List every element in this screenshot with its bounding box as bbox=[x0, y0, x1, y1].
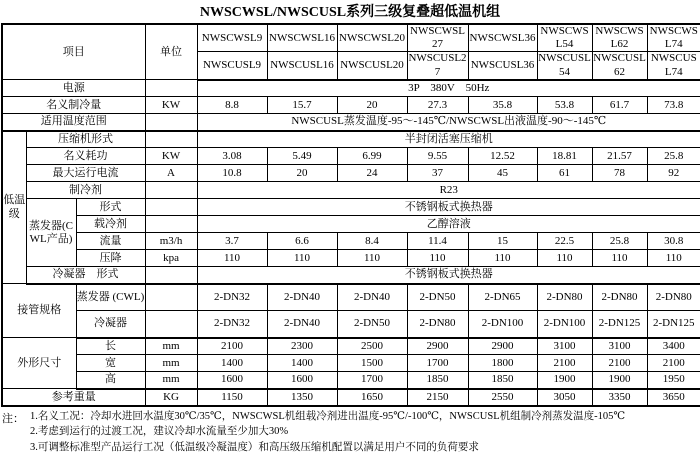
unit-cell: m3/h bbox=[145, 233, 197, 250]
table-cell: 110 bbox=[267, 250, 337, 267]
table-cell: 1800 bbox=[468, 355, 537, 372]
model-header: NWSCWSL54 bbox=[537, 24, 592, 52]
model-header: NWSCUSL27 bbox=[407, 52, 468, 80]
unit-cell bbox=[145, 284, 197, 311]
model-header: NWSCWSL74 bbox=[647, 24, 700, 52]
table-cell: 10.8 bbox=[197, 165, 267, 182]
table-cell: 30.8 bbox=[647, 233, 700, 250]
model-header: NWSCWSL36 bbox=[468, 24, 537, 52]
table-cell: 1400 bbox=[197, 355, 267, 372]
header-row-1 bbox=[2, 24, 700, 52]
unit-cell bbox=[145, 216, 197, 233]
table-cell: 92 bbox=[647, 165, 700, 182]
unit-cell bbox=[145, 267, 197, 284]
table-cell: 3100 bbox=[592, 338, 647, 355]
notes-section bbox=[2, 410, 700, 456]
table-cell: 12.52 bbox=[468, 148, 537, 165]
table-cell: 8.4 bbox=[337, 233, 407, 250]
row-refrigerant bbox=[2, 182, 700, 199]
table-cell: 110 bbox=[337, 250, 407, 267]
table-cell: 2-DN40 bbox=[267, 311, 337, 338]
table-cell: 2100 bbox=[592, 355, 647, 372]
row-label: 流量 bbox=[76, 233, 145, 250]
model-header: NWSCUSL20 bbox=[337, 52, 407, 80]
table-cell: 3.08 bbox=[197, 148, 267, 165]
table-cell: NWSCUSL蒸发温度-95～-145℃/NWSCWSL出液温度-90～-145℃ bbox=[197, 114, 700, 131]
row-label: 参考重量 bbox=[2, 389, 145, 406]
table-cell: 25.8 bbox=[592, 233, 647, 250]
table-cell: 3400 bbox=[647, 338, 700, 355]
note-item: 1.名义工况：冷却水进回水温度30℃/35℃，NWSCWSL机组载冷剂进出温度-95℃/-100℃，NWSCUSL机组制冷剂蒸发温度-105℃ bbox=[30, 410, 626, 422]
row-label: 适用温度范围 bbox=[2, 114, 145, 131]
table-cell: 2-DN125 bbox=[592, 311, 647, 338]
table-cell: 78 bbox=[592, 165, 647, 182]
unit-cell: mm bbox=[145, 355, 197, 372]
row-label: 压降 bbox=[76, 250, 145, 267]
row-label: 名义制冷量 bbox=[2, 97, 145, 114]
row-label: 蒸发器 (CWL) bbox=[76, 284, 145, 311]
row-pipe-evaporator bbox=[2, 284, 700, 311]
unit-cell bbox=[145, 131, 197, 148]
row-pipe-condenser bbox=[2, 311, 700, 338]
table-cell: 3350 bbox=[592, 389, 647, 406]
table-cell: 1600 bbox=[197, 372, 267, 389]
row-label: 冷凝器 形式 bbox=[26, 267, 145, 284]
group-pipe-spec: 接管规格 bbox=[2, 284, 76, 338]
table-cell: 半封闭活塞压缩机 bbox=[197, 131, 700, 148]
model-header: NWSCWSL27 bbox=[407, 24, 468, 52]
row-length bbox=[2, 338, 700, 355]
spec-table bbox=[1, 23, 700, 407]
table-cell: 2900 bbox=[407, 338, 468, 355]
table-cell: 9.55 bbox=[407, 148, 468, 165]
table-cell: R23 bbox=[197, 182, 700, 199]
table-cell: 6.99 bbox=[337, 148, 407, 165]
row-compressor-type bbox=[2, 131, 700, 148]
table-cell: 1700 bbox=[407, 355, 468, 372]
table-cell: 24 bbox=[337, 165, 407, 182]
unit-cell: mm bbox=[145, 338, 197, 355]
table-cell: 不锈钢板式换热器 bbox=[197, 199, 700, 216]
model-header: NWSCUSL16 bbox=[267, 52, 337, 80]
row-capacity bbox=[2, 97, 700, 114]
row-coolant bbox=[2, 216, 700, 233]
table-cell: 乙醇溶液 bbox=[197, 216, 700, 233]
table-cell: 45 bbox=[468, 165, 537, 182]
table-cell: 1350 bbox=[267, 389, 337, 406]
table-cell: 110 bbox=[537, 250, 592, 267]
table-cell: 1600 bbox=[267, 372, 337, 389]
table-cell: 15.7 bbox=[267, 97, 337, 114]
table-cell: 1400 bbox=[267, 355, 337, 372]
model-header: NWSCWSL62 bbox=[592, 24, 647, 52]
table-cell: 110 bbox=[592, 250, 647, 267]
row-label: 宽 bbox=[76, 355, 145, 372]
table-cell: 2-DN80 bbox=[537, 284, 592, 311]
row-label: 冷凝器 bbox=[76, 311, 145, 338]
table-cell: 11.4 bbox=[407, 233, 468, 250]
table-cell: 37 bbox=[407, 165, 468, 182]
table-cell: 2-DN80 bbox=[647, 284, 700, 311]
table-cell: 3P 380V 50Hz bbox=[197, 80, 700, 97]
table-cell: 2-DN100 bbox=[537, 311, 592, 338]
table-cell: 53.8 bbox=[537, 97, 592, 114]
group-low-temp-stage: 低温级 bbox=[2, 131, 26, 284]
table-cell: 15 bbox=[468, 233, 537, 250]
row-label: 最大运行电流 bbox=[26, 165, 145, 182]
model-header: NWSCUSL54 bbox=[537, 52, 592, 80]
table-cell: 2-DN100 bbox=[468, 311, 537, 338]
table-cell: 110 bbox=[407, 250, 468, 267]
notes-prefix: 注： bbox=[2, 412, 24, 425]
table-cell: 不锈钢板式换热器 bbox=[197, 267, 700, 284]
row-weight bbox=[2, 389, 700, 406]
unit-cell bbox=[145, 80, 197, 97]
table-cell: 22.5 bbox=[537, 233, 592, 250]
group-dimensions: 外形尺寸 bbox=[2, 338, 76, 389]
table-cell: 35.8 bbox=[468, 97, 537, 114]
table-cell: 3050 bbox=[537, 389, 592, 406]
table-cell: 8.8 bbox=[197, 97, 267, 114]
table-cell: 61 bbox=[537, 165, 592, 182]
table-cell: 3100 bbox=[537, 338, 592, 355]
table-cell: 3650 bbox=[647, 389, 700, 406]
table-cell: 61.7 bbox=[592, 97, 647, 114]
row-condenser-type bbox=[2, 267, 700, 284]
table-cell: 1850 bbox=[407, 372, 468, 389]
row-label: 形式 bbox=[76, 199, 145, 216]
table-cell: 2-DN32 bbox=[197, 284, 267, 311]
table-cell: 1650 bbox=[337, 389, 407, 406]
table-cell: 20 bbox=[337, 97, 407, 114]
note-item: 3.可调整标准型产品运行工况（低温级冷凝温度）和高压级压缩机配置以满足用户不同的负荷要求 bbox=[30, 441, 479, 453]
table-cell: 6.6 bbox=[267, 233, 337, 250]
table-cell: 2-DN50 bbox=[407, 284, 468, 311]
table-cell: 110 bbox=[647, 250, 700, 267]
row-label: 压缩机形式 bbox=[26, 131, 145, 148]
row-max-current bbox=[2, 165, 700, 182]
unit-cell: KW bbox=[145, 97, 197, 114]
table-cell: 2-DN32 bbox=[197, 311, 267, 338]
table-cell: 21.57 bbox=[592, 148, 647, 165]
unit-cell bbox=[145, 114, 197, 131]
table-cell: 5.49 bbox=[267, 148, 337, 165]
table-cell: 110 bbox=[197, 250, 267, 267]
table-cell: 2-DN50 bbox=[337, 311, 407, 338]
row-label: 名义耗功 bbox=[26, 148, 145, 165]
model-header: NWSCWSL20 bbox=[337, 24, 407, 52]
table-cell: 2-DN65 bbox=[468, 284, 537, 311]
row-height bbox=[2, 372, 700, 389]
row-power bbox=[2, 80, 700, 97]
unit-cell bbox=[145, 182, 197, 199]
table-cell: 3.7 bbox=[197, 233, 267, 250]
table-cell: 1950 bbox=[647, 372, 700, 389]
model-header: NWSCUSL9 bbox=[197, 52, 267, 80]
table-cell: 1500 bbox=[337, 355, 407, 372]
unit-cell: kpa bbox=[145, 250, 197, 267]
row-width bbox=[2, 355, 700, 372]
model-header: NWSCWSL9 bbox=[197, 24, 267, 52]
row-pressure-drop bbox=[2, 250, 700, 267]
table-cell: 1850 bbox=[468, 372, 537, 389]
row-input-power bbox=[2, 148, 700, 165]
table-cell: 2100 bbox=[537, 355, 592, 372]
table-cell: 1700 bbox=[337, 372, 407, 389]
model-header: NWSCUSL74 bbox=[647, 52, 700, 80]
unit-cell bbox=[145, 199, 197, 216]
table-cell: 2-DN125 bbox=[647, 311, 700, 338]
table-cell: 2150 bbox=[407, 389, 468, 406]
table-cell: 2300 bbox=[267, 338, 337, 355]
row-evap-type bbox=[2, 199, 700, 216]
table-cell: 2-DN80 bbox=[407, 311, 468, 338]
notes-list bbox=[30, 410, 625, 456]
table-cell: 73.8 bbox=[647, 97, 700, 114]
table-cell: 20 bbox=[267, 165, 337, 182]
unit-header: 单位 bbox=[145, 24, 197, 80]
table-cell: 1900 bbox=[592, 372, 647, 389]
table-cell: 2100 bbox=[647, 355, 700, 372]
table-cell: 2900 bbox=[468, 338, 537, 355]
unit-cell bbox=[145, 311, 197, 338]
row-label: 高 bbox=[76, 372, 145, 389]
table-cell: 27.3 bbox=[407, 97, 468, 114]
model-header: NWSCUSL36 bbox=[468, 52, 537, 80]
row-label: 载冷剂 bbox=[76, 216, 145, 233]
row-label: 制冷剂 bbox=[26, 182, 145, 199]
unit-cell: A bbox=[145, 165, 197, 182]
table-cell: 25.8 bbox=[647, 148, 700, 165]
model-header: NWSCWSL16 bbox=[267, 24, 337, 52]
row-flow bbox=[2, 233, 700, 250]
note-item: 2.考虑到运行的过渡工况，建议冷却水流量至少加大30% bbox=[30, 426, 289, 438]
group-evaporator: 蒸发器(CWL产品) bbox=[26, 199, 76, 267]
row-label: 电源 bbox=[2, 80, 145, 97]
table-cell: 2-DN40 bbox=[267, 284, 337, 311]
unit-cell: mm bbox=[145, 372, 197, 389]
unit-cell: KG bbox=[145, 389, 197, 406]
row-temp-range bbox=[2, 114, 700, 131]
table-cell: 1150 bbox=[197, 389, 267, 406]
unit-cell: KW bbox=[145, 148, 197, 165]
table-cell: 2500 bbox=[337, 338, 407, 355]
page-title: NWSCWSL/NWSCUSL系列三级复叠超低温机组 bbox=[199, 5, 501, 20]
table-cell: 2-DN40 bbox=[337, 284, 407, 311]
table-cell: 110 bbox=[468, 250, 537, 267]
item-header: 项目 bbox=[2, 24, 145, 80]
table-cell: 2550 bbox=[468, 389, 537, 406]
table-cell: 2-DN80 bbox=[592, 284, 647, 311]
table-cell: 1900 bbox=[537, 372, 592, 389]
model-header: NWSCUSL62 bbox=[592, 52, 647, 80]
table-cell: 2100 bbox=[197, 338, 267, 355]
table-cell: 18.81 bbox=[537, 148, 592, 165]
row-label: 长 bbox=[76, 338, 145, 355]
